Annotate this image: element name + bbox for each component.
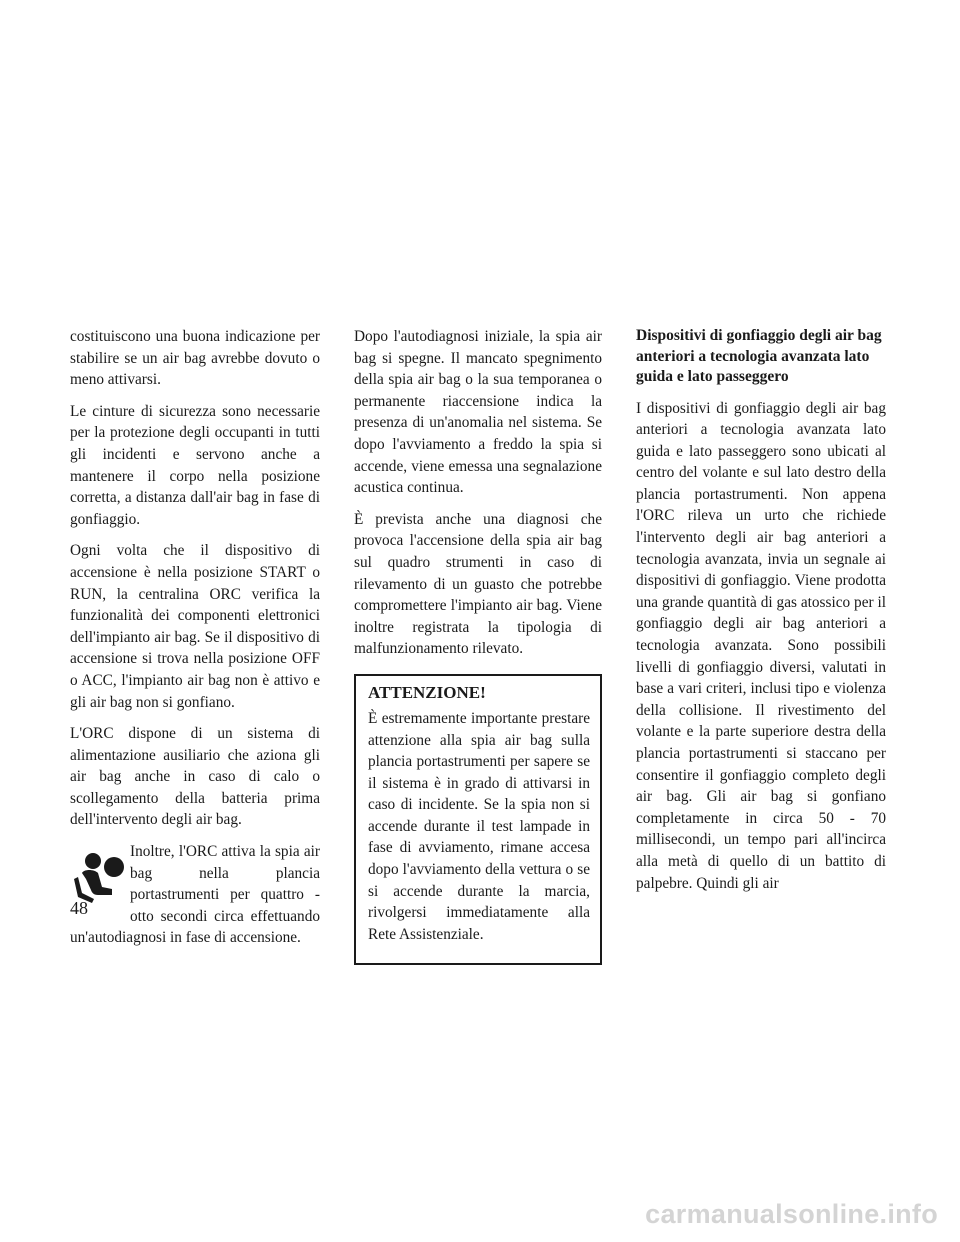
column-right <box>636 326 886 904</box>
section-heading: Dispositivi di gonfiaggio degli air bag anteriori a tecnologia avanzata lato guida e lato passeggero <box>636 327 882 385</box>
warning-title: ATTENZIONE! <box>368 682 486 702</box>
watermark: carmanualsonline.info <box>645 1199 938 1229</box>
paragraph: costituiscono una buona indicazione per stabilire se un air bag avrebbe dovuto o meno attivarsi. <box>70 328 320 389</box>
column-middle <box>354 326 602 965</box>
paragraph: È prevista anche una diagnosi che provoca l'accensione della spia air bag sul quadro strumenti in caso di rilevamento di un guasto che potrebbe compromettere l'impianto air bag. Viene inoltre registrata la tipologia di malfunzionamento rilevato. <box>354 510 602 658</box>
paragraph: L'ORC dispone di un sistema di alimentazione ausiliario che aziona gli air bag anche in caso di calo o scollegamento della batteria prima dell'intervento degli air bag. <box>70 725 320 829</box>
paragraph: Ogni volta che il dispositivo di accensione è nella posizione START o RUN, la centralina ORC verifica la funzionalità dei componenti elettronici dell'impianto air bag. Se il dispositivo di accensione si trova nella posizione OFF o ACC, l'impianto air bag non è attivo e gli air bag non si gonfiano. <box>70 542 320 711</box>
paragraph-text: Inoltre, l'ORC attiva la spia air bag nella plancia portastrumenti per quattro - otto secondi circa effettuando un'autodiagnosi in fase di accensione. <box>70 843 320 947</box>
page-number: 48 <box>70 898 88 918</box>
paragraph-with-icon <box>70 841 320 949</box>
warning-text: È estremamente importante prestare attenzione alla spia air bag sulla plancia portastrumenti per sapere se il sistema è in grado di attivarsi in caso di incidente. Se la spia non si accende durante il test lampade in fase di avviamento, rimane accesa dopo l'avviamento della vettura o se si accende durante la marcia, rivolgersi immediatamente alla Rete Assistenziale. <box>368 709 590 943</box>
warning-box <box>354 674 602 966</box>
paragraph: I dispositivi di gonfiaggio degli air bag anteriori a tecnologia avanzata lato guida e lato passeggero sono ubicati al centro del volante e sul lato destro della plancia portastrumenti. Non appena l'ORC rileva un urto che richiede l'intervento degli air bag anteriori a tecnologia avanzata, invia un segnale ai dispositivi di gonfiaggio. Viene prodotta una grande quantità di gas atossico per il gonfiaggio degli air bag anteriori a tecnologia avanzata. Sono possibili livelli di gonfiaggio diversi, valutati in base a vari criteri, inclusi tipo e violenza della collisione. Il rivestimento del volante e la parte superiore destra della plancia portastrumenti si staccano per consentire il gonfiaggio completo degli air bag. Gli air bag si gonfiano completamente in circa 50 - 70 millisecondi, un tempo pari all'incirca alla metà di quello di un battito di palpebre. Quindi gli air <box>636 399 886 892</box>
column-left <box>70 326 320 959</box>
paragraph: Dopo l'autodiagnosi iniziale, la spia air bag si spegne. Il mancato spegnimento della spia air bag o la sua temporanea o permanente riaccensione indica la presenza di un'anomalia nel sistema. Se dopo l'avviamento a freddo la spia si accende, viene emessa una segnalazione acustica continua. <box>354 328 602 497</box>
paragraph: Le cinture di sicurezza sono necessarie per la protezione degli occupanti in tutti gli incidenti e servono anche a mantenere il corpo nella posizione corretta, a distanza dall'air bag in fase di gonfiaggio. <box>70 402 320 528</box>
